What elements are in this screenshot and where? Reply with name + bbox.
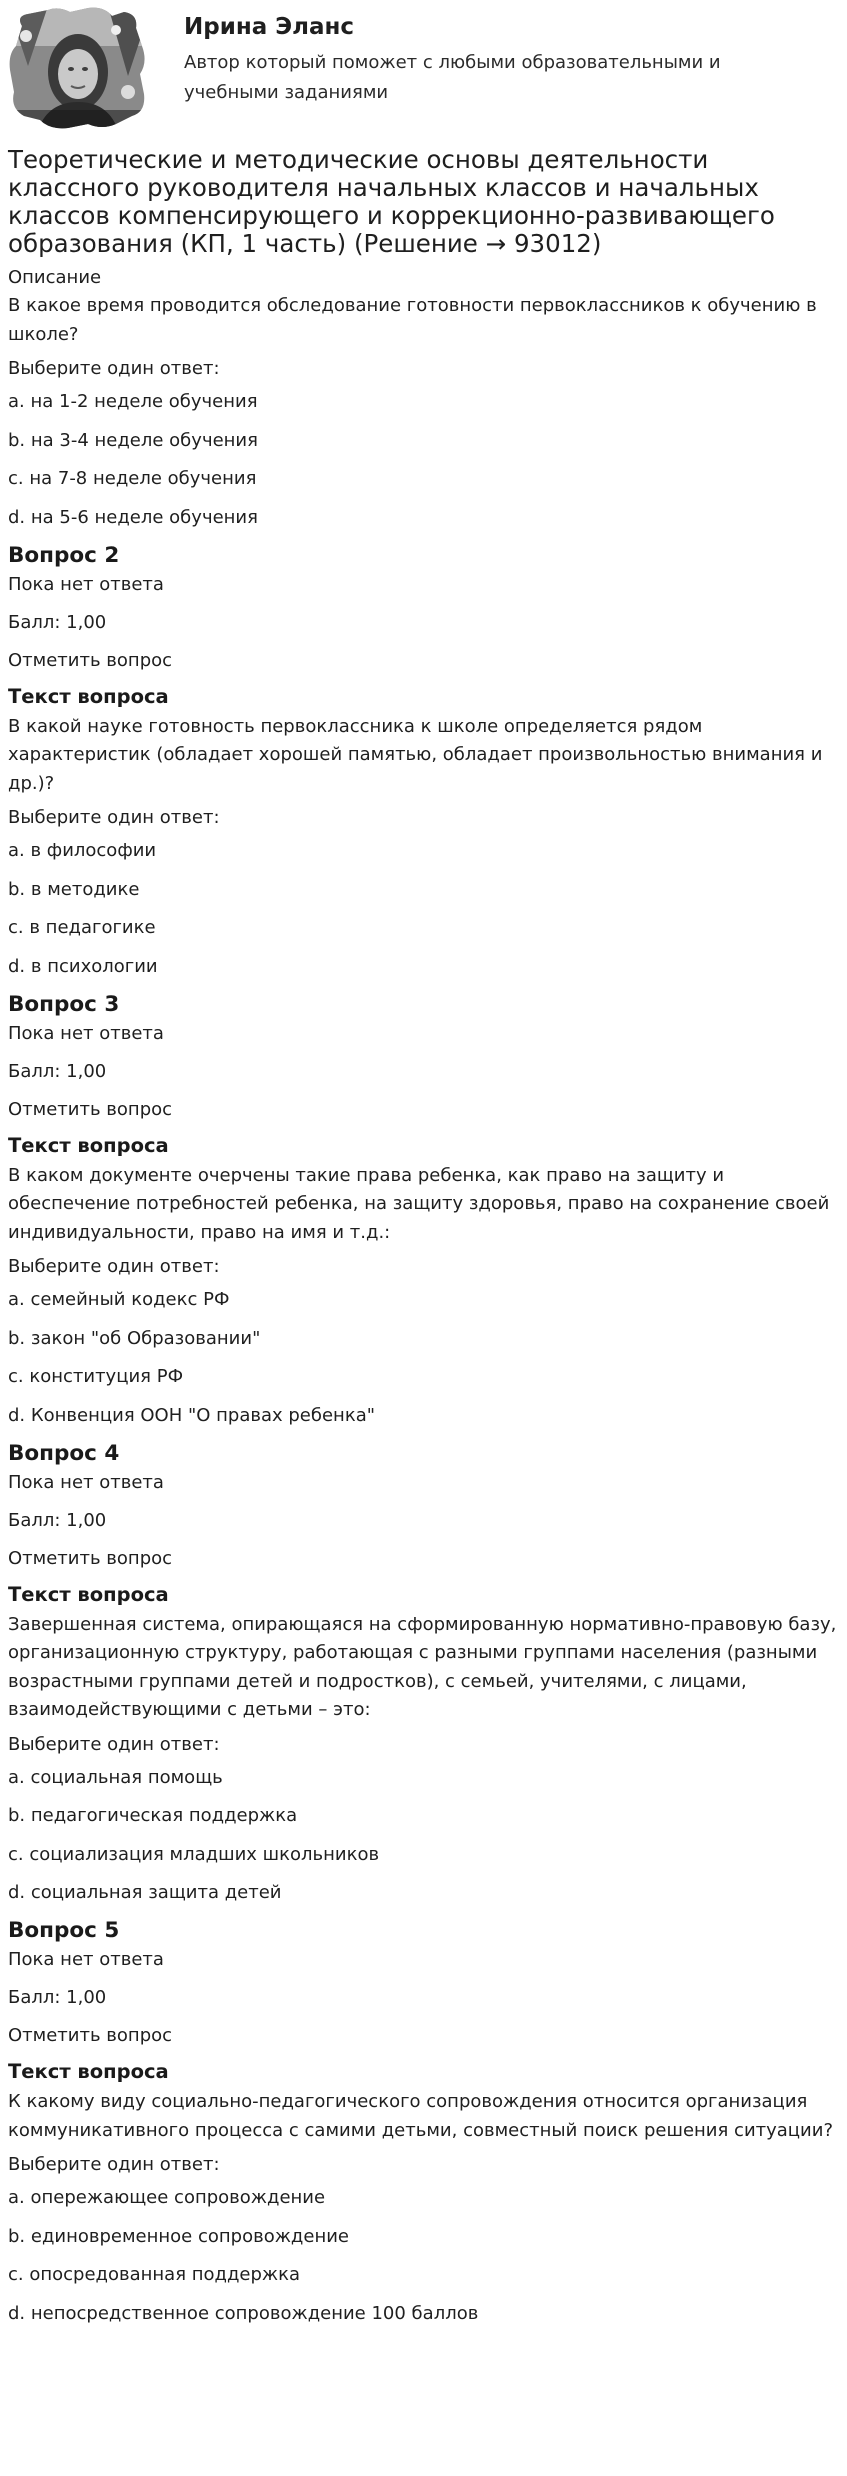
author-card	[8, 0, 838, 146]
answer-option-b[interactable]: b. в методике	[8, 878, 140, 900]
flag-question-link[interactable]: Отметить вопрос	[8, 649, 173, 671]
answer-option-b[interactable]: b. педагогическая поддержка	[8, 1805, 298, 1826]
question-status: Пока нет ответа	[8, 573, 164, 595]
question-status: Пока нет ответа	[8, 1022, 164, 1044]
answer-options	[8, 837, 838, 984]
document-page	[8, 0, 838, 2331]
question-4	[8, 1438, 838, 1911]
question-heading: Вопрос 5	[8, 1918, 120, 1943]
question-status: Пока нет ответа	[8, 1949, 164, 1970]
answer-options	[8, 2184, 838, 2331]
answer-option-d[interactable]: d. социальная защита детей	[8, 1882, 282, 1903]
answer-options	[8, 1764, 838, 1911]
answer-option-a[interactable]: a. семейный кодекс РФ	[8, 1289, 230, 1310]
question-heading: Вопрос 4	[8, 1440, 120, 1466]
question-score: Балл: 1,00	[8, 1509, 107, 1531]
question-status: Пока нет ответа	[8, 1471, 164, 1493]
page-title: Теоретические и методические основы деятельности классного руководителя начальных классов и начальных классов компенсирующего и коррекционно-развивающего образования (КП, 1 часть) (Решение → 93012)	[8, 145, 775, 258]
answer-option-b[interactable]: b. на 3-4 неделе обучения	[8, 429, 258, 451]
flag-question-link[interactable]: Отметить вопрос	[8, 1098, 173, 1120]
answer-option-c[interactable]: c. социализация младших школьников	[8, 1843, 380, 1865]
question-score: Балл: 1,00	[8, 611, 107, 633]
author-name[interactable]: Ирина Эланс	[184, 14, 355, 40]
answer-option-b[interactable]: b. единовременное сопровождение	[8, 2225, 349, 2247]
answer-option-a[interactable]: a. опережающее сопровождение	[8, 2187, 326, 2208]
answer-option-a[interactable]: a. на 1-2 неделе обучения	[8, 391, 258, 412]
answer-option-a[interactable]: a. социальная помощь	[8, 1766, 223, 1788]
question-text: В какой науке готовность первоклассника к школе определяется рядом характеристик (обладает хорошей памятью, обладает произвольностью внимания и др.)?	[8, 715, 823, 794]
question-heading: Вопрос 2	[8, 542, 120, 568]
question-text-label: Текст вопроса	[8, 2060, 169, 2083]
answer-option-a[interactable]: a. в философии	[8, 840, 157, 861]
question-2	[8, 540, 838, 984]
question-5	[8, 1915, 838, 2331]
question-score: Балл: 1,00	[8, 1987, 107, 2008]
answer-prompt: Выберите один ответ:	[8, 1733, 220, 1755]
answer-options	[8, 1286, 838, 1433]
question-score: Балл: 1,00	[8, 1060, 107, 1082]
answer-prompt: Выберите один ответ:	[8, 2154, 220, 2175]
answer-prompt: Выберите один ответ:	[8, 807, 220, 828]
answer-option-d[interactable]: d. в психологии	[8, 955, 158, 977]
author-avatar[interactable]	[8, 6, 148, 130]
question-3	[8, 989, 838, 1433]
answer-option-d[interactable]: d. на 5-6 неделе обучения	[8, 506, 258, 528]
question-text-label: Текст вопроса	[8, 1582, 169, 1606]
answer-prompt: Выберите один ответ:	[8, 1256, 220, 1277]
question-text: В каком документе очерчены такие права ребенка, как право на защиту и обеспечение потребностей ребенка, на защиту здоровья, право на сохранение своей индивидуальности, право на имя и т.д.:	[8, 1164, 830, 1243]
answer-option-c[interactable]: c. конституция РФ	[8, 1366, 184, 1387]
question-text: К какому виду социально-педагогического сопровождения относится организация коммуникативного процесса с самими детьми, совместный поиск решения ситуации?	[8, 2091, 834, 2141]
answer-option-c[interactable]: c. опосредованная поддержка	[8, 2264, 301, 2285]
answer-option-c[interactable]: c. на 7-8 неделе обучения	[8, 468, 257, 489]
answer-option-c[interactable]: c. в педагогике	[8, 917, 156, 938]
flag-question-link[interactable]: Отметить вопрос	[8, 2025, 173, 2046]
answer-option-b[interactable]: b. закон "об Образовании"	[8, 1327, 261, 1349]
question-1	[8, 292, 838, 535]
author-description: Автор который поможет с любыми образовательными и учебными заданиями	[184, 52, 721, 103]
answer-option-d[interactable]: d. Конвенция ООН "О правах ребенка"	[8, 1404, 376, 1426]
question-text-label: Текст вопроса	[8, 1133, 169, 1157]
answer-options	[8, 388, 838, 535]
question-heading: Вопрос 3	[8, 991, 120, 1017]
flag-question-link[interactable]: Отметить вопрос	[8, 1547, 173, 1569]
question-text: В какое время проводится обследование готовности первоклассников к обучению в школе?	[8, 295, 817, 345]
question-text: Завершенная система, опирающаяся на сформированную нормативно-правовую базу, организационную структуру, работающая с разными группами населения (разными возрастными группами детей и подростков), с семьей, учителями, с лицами, взаимодействующими с детьми – это:	[8, 1613, 837, 1720]
answer-option-d[interactable]: d. непосредственное сопровождение 100 баллов	[8, 2302, 479, 2324]
description-label: Описание	[8, 267, 102, 288]
answer-prompt: Выберите один ответ:	[8, 358, 220, 379]
question-text-label: Текст вопроса	[8, 684, 169, 708]
